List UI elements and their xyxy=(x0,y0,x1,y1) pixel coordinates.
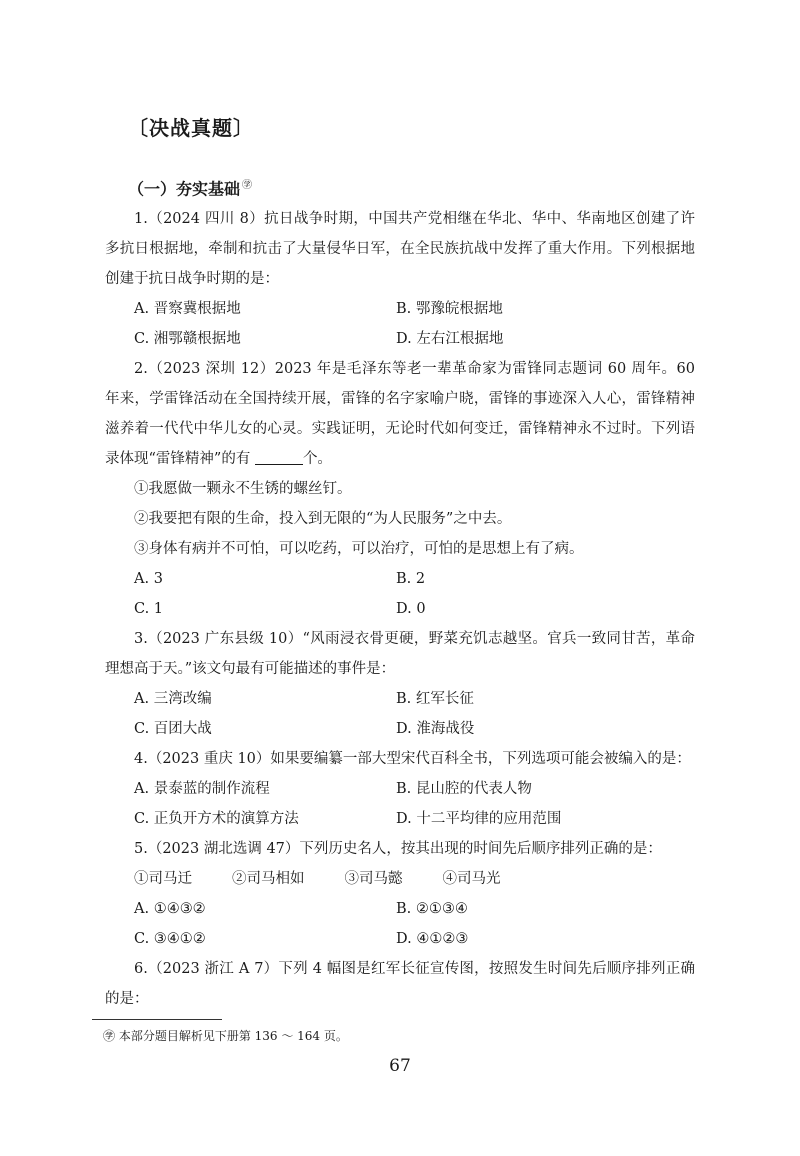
option: D. 左右江根据地 xyxy=(396,331,504,347)
option: C. 正负开方术的演算方法 xyxy=(134,811,299,827)
option: A. 景泰蓝的制作流程 xyxy=(134,781,270,797)
question-2 xyxy=(105,354,695,474)
footnote-divider xyxy=(92,1019,222,1020)
option: A. 晋察冀根据地 xyxy=(134,301,241,317)
answer-blank xyxy=(255,450,303,465)
question-2-text-after: 个。 xyxy=(302,451,332,467)
question-2-text: 2.（2023 深圳 12）2023 年是毛泽东等老一辈革命家为雷锋同志题词 60 周年。60 年来，学雷锋活动在全国持续开展，雷锋的名字家喻户晓，雷锋的事迹深入人心，雷锋精神滋养着一代代中华儿女的心灵。实践证明，无论时代如何变迁，雷锋精神永不过时。下列语录体现“雷锋精神”的有 xyxy=(105,361,695,467)
option: D. 淮海战役 xyxy=(396,721,475,737)
question-3: 3.（2023 广东县级 10）“风雨浸衣骨更硬，野菜充饥志越坚。官兵一致同甘苦，革命理想高于天。”该文句最有可能描述的事件是： xyxy=(105,631,695,677)
name-item: ②司马相如 xyxy=(232,871,305,887)
question-2-item: ①我愿做一颗永不生锈的螺丝钉。 xyxy=(134,481,352,497)
question-4-options-row1 xyxy=(105,774,695,804)
option: B. 2 xyxy=(396,571,426,587)
option: D. ④①②③ xyxy=(396,931,469,947)
questions-body xyxy=(105,204,695,1014)
option: B. 昆山腔的代表人物 xyxy=(396,781,532,797)
question-3-options-row1 xyxy=(105,684,695,714)
question-1: 1.（2024 四川 8）抗日战争时期，中国共产党相继在华北、华中、华南地区创建了许多抗日根据地，牵制和抗击了大量侵华日军，在全民族抗战中发挥了重大作用。下列根据地创建于抗日战争时期的是： xyxy=(105,211,695,287)
name-item: ④司马光 xyxy=(442,871,501,887)
section-title: 〔决战真题〕 xyxy=(128,116,254,140)
option: A. ①④③② xyxy=(134,901,206,917)
option: A. 三湾改编 xyxy=(134,691,212,707)
option: A. 3 xyxy=(134,571,163,587)
question-3-options-row2 xyxy=(105,714,695,744)
question-1-options-row1 xyxy=(105,294,695,324)
question-2-item: ③身体有病并不可怕，可以吃药，可以治疗，可怕的是思想上有了病。 xyxy=(134,541,584,557)
name-item: ③司马懿 xyxy=(344,871,403,887)
option: C. 百团大战 xyxy=(134,721,212,737)
question-2-options-row2 xyxy=(105,594,695,624)
option: B. ②①③④ xyxy=(396,901,468,917)
question-2-options-row1 xyxy=(105,564,695,594)
option: C. 湘鄂赣根据地 xyxy=(134,331,241,347)
option: B. 鄂豫皖根据地 xyxy=(396,301,503,317)
option: C. ③④①② xyxy=(134,931,206,947)
option: C. 1 xyxy=(134,601,164,617)
question-6: 6.（2023 浙江 A 7）下列 4 幅图是红军长征宣传图，按照发生时间先后顺序排列正确的是： xyxy=(105,961,695,1007)
question-4: 4.（2023 重庆 10）如果要编纂一部大型宋代百科全书，下列选项可能会被编入的是： xyxy=(134,751,691,767)
option: B. 红军长征 xyxy=(396,691,474,707)
footnote: ㊫ 本部分题目解析见下册第 136 ～ 164 页。 xyxy=(103,1029,348,1043)
question-5-options-row1 xyxy=(105,894,695,924)
question-5-options-row2 xyxy=(105,924,695,954)
option: D. 0 xyxy=(396,601,426,617)
question-5-names xyxy=(105,864,695,894)
subsection-title-text: （一）夯实基础 xyxy=(128,179,241,199)
page-number: 67 xyxy=(389,1056,411,1076)
question-4-options-row2 xyxy=(105,804,695,834)
question-2-item: ②我要把有限的生命，投入到无限的“为人民服务”之中去。 xyxy=(134,511,512,527)
subsection-title xyxy=(128,176,252,199)
footnote-mark-icon: ㊫ xyxy=(242,180,253,191)
option: D. 十二平均律的应用范围 xyxy=(396,811,562,827)
question-5: 5.（2023 湖北选调 47）下列历史名人，按其出现的时间先后顺序排列正确的是： xyxy=(134,841,662,857)
question-1-options-row2 xyxy=(105,324,695,354)
name-item: ①司马迁 xyxy=(134,871,192,887)
